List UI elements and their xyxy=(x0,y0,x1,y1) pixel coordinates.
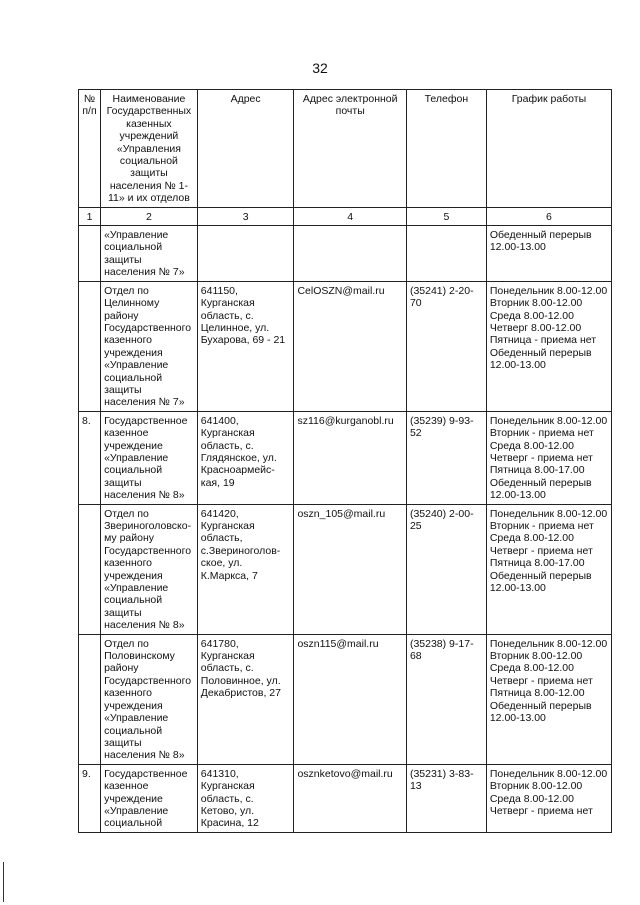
email: oszn_105@mail.ru xyxy=(294,504,406,634)
address xyxy=(197,226,294,282)
schedule-line: Понедельник 8.00-12.00 xyxy=(489,767,608,780)
table-header-row xyxy=(79,90,612,208)
table-row xyxy=(79,504,612,634)
phone: (35241) 2-20-70 xyxy=(406,281,486,411)
schedule-line: Пятница 8.00-17.00 xyxy=(489,557,585,570)
work-schedule xyxy=(486,764,611,832)
table-row xyxy=(79,764,612,832)
schedule-line: Четверг - приема нет xyxy=(489,674,593,687)
table-row xyxy=(79,411,612,504)
schedule-line: Понедельник 8.00-12.00 xyxy=(489,284,608,297)
table-row xyxy=(79,281,612,411)
institutions-table xyxy=(78,89,612,833)
work-schedule xyxy=(486,504,611,634)
institution-name: Государственное казенное учреждение «Управление социальной защиты населения № 8» xyxy=(101,411,198,504)
row-number xyxy=(79,634,101,764)
column-number: 3 xyxy=(197,207,294,225)
email: osznketovo@mail.ru xyxy=(294,764,406,832)
work-schedule xyxy=(486,411,611,504)
header-phone: Телефон xyxy=(406,90,486,208)
phone: (35240) 2-00-25 xyxy=(406,504,486,634)
schedule-line: Четверг 8.00-12.00 xyxy=(489,321,582,334)
table-row xyxy=(79,226,612,282)
email: oszn115@mail.ru xyxy=(294,634,406,764)
schedule-line: Среда 8.00-12.00 xyxy=(489,792,574,805)
column-number: 2 xyxy=(101,207,198,225)
email: CelOSZN@mail.ru xyxy=(294,281,406,411)
schedule-line: Обеденный перерыв 12.00-13.00 xyxy=(489,569,592,595)
page-number: 32 xyxy=(312,60,328,76)
header-address: Адрес xyxy=(197,90,294,208)
email: sz116@kurganobl.ru xyxy=(294,411,406,504)
header-schedule: График работы xyxy=(486,90,611,208)
schedule-line: Обеденный перерыв 12.00-13.00 xyxy=(489,346,592,372)
schedule-line: Четверг - приема нет xyxy=(489,804,593,817)
row-number xyxy=(79,226,101,282)
schedule-line: Вторник 8.00-12.00 xyxy=(489,780,583,793)
schedule-line: Среда 8.00-12.00 xyxy=(489,532,574,545)
column-number: 6 xyxy=(486,207,611,225)
schedule-line: Четверг - приема нет xyxy=(489,451,593,464)
row-number xyxy=(79,281,101,411)
table-body xyxy=(79,226,612,833)
address: 641310, Курганская область, с. Кетово, ул. Красина, 12 xyxy=(197,764,294,832)
email xyxy=(294,226,406,282)
schedule-line: Среда 8.00-12.00 xyxy=(489,439,574,452)
row-number: 9. xyxy=(79,764,101,832)
schedule-line: Понедельник 8.00-12.00 xyxy=(489,414,608,427)
row-number xyxy=(79,504,101,634)
address: 641150, Курганская область, с. Целинное, ул. Бухарова, 69 - 21 xyxy=(197,281,294,411)
address: 641420, Курганская область, с.Звериноголов-ское, ул. К.Маркса, 7 xyxy=(197,504,294,634)
header-name: Наименование Государственных казенных учреждений «Управления социальной защиты населения № 1-11» и их отделов xyxy=(101,90,198,208)
address: 641780, Курганская область, с. Половинное, ул. Декабристов, 27 xyxy=(197,634,294,764)
row-number: 8. xyxy=(79,411,101,504)
phone: (35231) 3-83-13 xyxy=(406,764,486,832)
schedule-line: Вторник - приема нет xyxy=(489,427,594,440)
schedule-line: Пятница 8.00-17.00 xyxy=(489,464,585,477)
schedule-line: Понедельник 8.00-12.00 xyxy=(489,507,608,520)
header-email: Адрес электронной почты xyxy=(294,90,406,208)
header-num: № п/п xyxy=(79,90,101,208)
schedule-line: Вторник - приема нет xyxy=(489,520,594,532)
column-number: 1 xyxy=(79,207,101,225)
institution-name: Отдел по Звериноголовско-му району Государственного казенного учреждения «Управление социальной защиты населения № 8» xyxy=(101,504,198,634)
schedule-line: Пятница 8.00-12.00 xyxy=(489,687,585,700)
schedule-line: Понедельник 8.00-12.00 xyxy=(489,637,608,650)
schedule-line: Среда 8.00-12.00 xyxy=(489,662,574,675)
work-schedule xyxy=(486,281,611,411)
schedule-line: Вторник 8.00-12.00 xyxy=(489,650,583,663)
phone xyxy=(406,226,486,282)
work-schedule xyxy=(486,226,611,282)
schedule-line: Обеденный перерыв 12.00-13.00 xyxy=(489,476,592,502)
table-row xyxy=(79,634,612,764)
institution-name: «Управление социальной защиты населения № 7» xyxy=(101,226,198,282)
work-schedule xyxy=(486,634,611,764)
column-number: 5 xyxy=(406,207,486,225)
institution-name: Отдел по Половинскому району Государственного казенного учреждения «Управление социальной защиты населения № 8» xyxy=(101,634,198,764)
column-number: 4 xyxy=(294,207,406,225)
column-number-row xyxy=(79,207,612,225)
institution-name: Государственное казенное учреждение «Управление социальной xyxy=(101,764,198,832)
schedule-line: Вторник 8.00-12.00 xyxy=(489,297,583,310)
schedule-line: Обеденный перерыв 12.00-13.00 xyxy=(489,229,592,254)
schedule-line: Среда 8.00-12.00 xyxy=(489,309,574,322)
phone: (35239) 9-93-52 xyxy=(406,411,486,504)
address: 641400, Курганская область, с. Глядянское, ул. Красноармейс-кая, 19 xyxy=(197,411,294,504)
institution-name: Отдел по Целинному району Государственного казенного учреждения «Управление социальной защиты населения № 7» xyxy=(101,281,198,411)
margin-mark xyxy=(3,862,4,902)
phone: (35238) 9-17-68 xyxy=(406,634,486,764)
schedule-line: Обеденный перерыв 12.00-13.00 xyxy=(489,699,592,725)
schedule-line: Пятница - приема нет xyxy=(489,334,597,347)
schedule-line: Четверг - приема нет xyxy=(489,544,593,557)
